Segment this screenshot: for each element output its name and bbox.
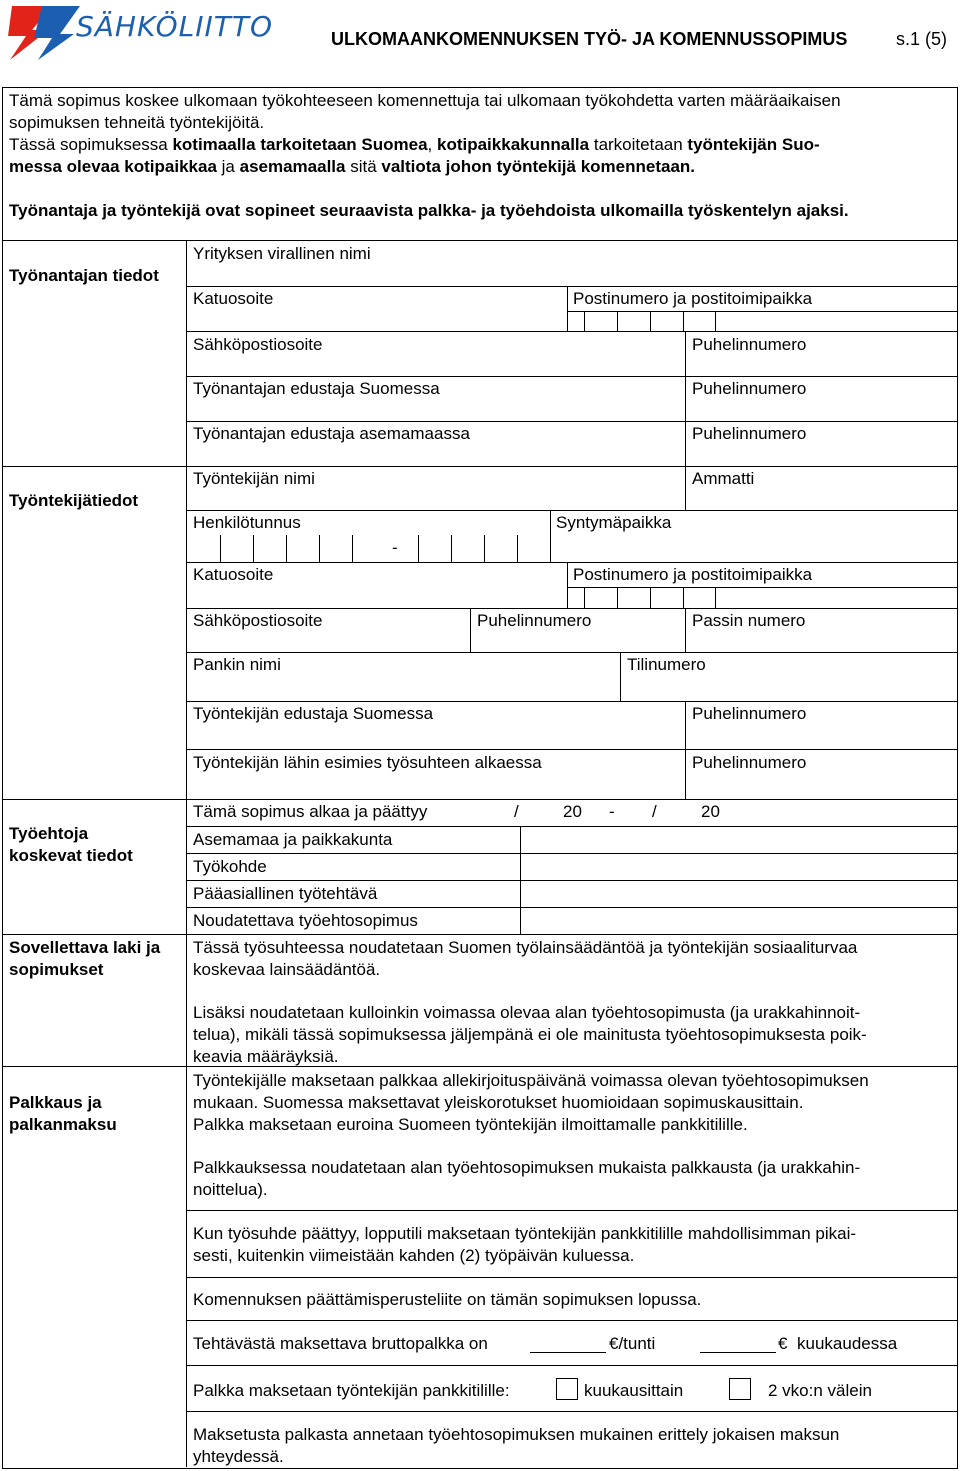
digit-box xyxy=(617,587,618,608)
cell-divider xyxy=(685,749,686,799)
pay-slip-text: yhteydessä. xyxy=(193,1447,284,1466)
date-slash: / xyxy=(652,802,657,821)
logo-text: SÄHKÖLIITTO xyxy=(76,10,273,43)
digit-box xyxy=(418,535,419,562)
logo xyxy=(4,4,304,62)
law-text: keavia määräyksiä. xyxy=(193,1047,339,1066)
employer-rep-finland-phone[interactable]: Puhelinnumero xyxy=(692,379,807,398)
cell-divider xyxy=(567,562,568,608)
worksite-field[interactable]: Työkohde xyxy=(193,857,267,876)
cell-divider xyxy=(685,608,686,652)
digit-box xyxy=(683,587,684,608)
contract-period-field[interactable]: Tämä sopimus alkaa ja päättyy xyxy=(193,802,428,821)
monthly-blank[interactable] xyxy=(700,1352,776,1353)
law-section-label-1: Sovellettava laki ja xyxy=(9,938,161,957)
monthly-checkbox[interactable] xyxy=(556,1378,578,1400)
supervisor-field[interactable]: Työntekijän lähin esimies työsuhteen alkaessa xyxy=(193,753,542,772)
pay-section-label-1: Palkkaus ja xyxy=(9,1093,102,1112)
monthly-label: kuukausittain xyxy=(584,1381,684,1400)
company-name-field[interactable]: Yrityksen virallinen nimi xyxy=(193,244,371,263)
date-year: 20 xyxy=(701,802,720,821)
terms-section-label-2: koskevat tiedot xyxy=(9,846,133,865)
cell-divider xyxy=(685,466,686,510)
pay-text: Palkka maksetaan euroina Suomeen työntekijän ilmoittamalle pankkitilille. xyxy=(193,1115,748,1134)
occupation-field[interactable]: Ammatti xyxy=(692,469,755,488)
row-line xyxy=(186,1210,958,1211)
account-number-field[interactable]: Tilinumero xyxy=(627,655,706,674)
intro-bold: kotimaalla tarkoitetaan Suomea xyxy=(172,135,428,154)
employee-rep-finland-field[interactable]: Työntekijän edustaja Suomessa xyxy=(193,704,434,723)
employer-email-field[interactable]: Sähköpostiosoite xyxy=(193,335,323,354)
employer-street-field[interactable]: Katuosoite xyxy=(193,289,274,308)
lightning-bolt-icon xyxy=(4,4,80,62)
pay-interval-label: Palkka maksetaan työntekijän pankkitilille: xyxy=(193,1381,510,1400)
collective-agreement-field[interactable]: Noudatettava työehtosopimus xyxy=(193,911,418,930)
digit-box xyxy=(253,535,254,562)
bank-name-field[interactable]: Pankin nimi xyxy=(193,655,281,674)
law-text: koskevaa lainsäädäntöä. xyxy=(193,960,381,979)
gross-pay-label: Tehtävästä maksettava bruttopalkka on xyxy=(193,1334,488,1353)
section-divider xyxy=(2,799,958,800)
row-line xyxy=(186,510,958,511)
row-line xyxy=(186,880,958,881)
section-divider xyxy=(2,934,958,935)
employee-rep-phone[interactable]: Puhelinnumero xyxy=(692,704,807,723)
row-line xyxy=(186,608,958,609)
digit-box xyxy=(352,535,353,562)
date-dash: - xyxy=(609,802,615,821)
intro-text: sitä xyxy=(345,157,382,176)
row-line xyxy=(186,331,958,332)
row-line xyxy=(186,907,958,908)
digit-box xyxy=(319,535,320,562)
row-line xyxy=(186,701,958,702)
row-line xyxy=(186,1365,958,1366)
row-line xyxy=(186,749,958,750)
employee-postal-field[interactable]: Postinumero ja postitoimipaikka xyxy=(573,565,813,584)
digit-box xyxy=(584,587,585,608)
per-hour-label: €/tunti xyxy=(609,1334,656,1353)
euro-label: € xyxy=(778,1334,788,1353)
document-title: ULKOMAANKOMENNUKSEN TYÖ- JA KOMENNUSSOPIMUS xyxy=(331,29,848,49)
divider xyxy=(2,240,958,241)
digit-box xyxy=(584,311,585,331)
page-number: s.1 (5) xyxy=(896,29,948,49)
cell-divider xyxy=(685,331,686,466)
date-year: 20 xyxy=(563,802,582,821)
employer-phone-field[interactable]: Puhelinnumero xyxy=(692,335,807,354)
row-line xyxy=(186,286,958,287)
pay-text: sesti, kuitenkin viimeistään kahden (2) työpäivän kuluessa. xyxy=(193,1246,635,1265)
pay-text: noittelua). xyxy=(193,1180,268,1199)
cell-divider xyxy=(520,826,521,934)
agreement-statement: Työnantaja ja työntekijä ovat sopineet seuraavista palkka- ja työehdoista ulkomailla työskentelyn ajaksi. xyxy=(9,201,849,220)
main-task-field[interactable]: Pääasiallinen työtehtävä xyxy=(193,884,378,903)
digit-box xyxy=(617,311,618,331)
employer-rep-host-phone[interactable]: Puhelinnumero xyxy=(692,424,807,443)
birthplace-field[interactable]: Syntymäpaikka xyxy=(556,513,672,532)
intro-text: ja xyxy=(216,157,240,176)
pay-text: Työntekijälle maksetaan palkkaa allekirjoituspäivänä voimassa olevan työehtosopimuksen xyxy=(193,1071,869,1090)
employee-street-field[interactable]: Katuosoite xyxy=(193,565,274,584)
employer-postal-field[interactable]: Postinumero ja postitoimipaikka xyxy=(573,289,813,308)
row-line xyxy=(186,826,958,827)
passport-field[interactable]: Passin numero xyxy=(692,611,806,630)
digit-box xyxy=(451,535,452,562)
date-slash: / xyxy=(514,802,519,821)
employer-rep-host-field[interactable]: Työnantajan edustaja asemamaassa xyxy=(193,424,470,443)
digit-box xyxy=(484,535,485,562)
employee-name-field[interactable]: Työntekijän nimi xyxy=(193,469,315,488)
intro-bold: valtiota johon työntekijä komennetaan. xyxy=(381,157,696,176)
employer-section-label: Työnantajan tiedot xyxy=(9,266,159,285)
supervisor-phone[interactable]: Puhelinnumero xyxy=(692,753,807,772)
pay-text: Palkkauksessa noudatetaan alan työehtosopimuksen mukaista palkkausta (ja urakkahin- xyxy=(193,1158,861,1177)
intro-text: , xyxy=(427,135,437,154)
biweekly-checkbox[interactable] xyxy=(729,1378,751,1400)
cell-divider xyxy=(567,286,568,331)
postal-box-line xyxy=(567,587,958,588)
intro-line-1: Tämä sopimus koskee ulkomaan työkohteeseen komennettuja tai ulkomaan työkohdetta varten määräaikaisen xyxy=(9,91,841,110)
row-line xyxy=(186,376,958,377)
per-month-label: kuukaudessa xyxy=(797,1334,898,1353)
digit-box xyxy=(650,311,651,331)
intro-text: Tässä sopimuksessa xyxy=(9,135,173,154)
row-line xyxy=(186,1320,958,1321)
postal-box-line xyxy=(567,311,958,312)
intro-bold: asemamaalla xyxy=(239,157,346,176)
ssn-field[interactable]: Henkilötunnus xyxy=(193,513,301,532)
digit-box xyxy=(683,311,684,331)
pay-text: Kun työsuhde päättyy, lopputili maksetaan työntekijän pankkitilille mahdollisimman pikai- xyxy=(193,1224,857,1243)
digit-box xyxy=(220,535,221,562)
pay-text: mukaan. Suomessa maksettavat yleiskorotukset huomioidaan sopimuskausittain. xyxy=(193,1093,804,1112)
pay-text: Komennuksen päättämisperusteliite on tämän sopimuksen lopussa. xyxy=(193,1290,702,1309)
cell-divider xyxy=(550,510,551,562)
digit-box xyxy=(517,535,518,562)
biweekly-label: 2 vko:n välein xyxy=(768,1381,872,1400)
row-line xyxy=(186,421,958,422)
pay-slip-text: Maksetusta palkasta annetaan työehtosopimuksen mukainen erittely jokaisen maksun xyxy=(193,1425,840,1444)
digit-box xyxy=(286,535,287,562)
cell-divider xyxy=(685,701,686,749)
digit-box xyxy=(715,587,716,608)
employee-email-field[interactable]: Sähköpostiosoite xyxy=(193,611,323,630)
law-text: Tässä työsuhteessa noudatetaan Suomen työlainsäädäntöä ja työntekijän sosiaaliturvaa xyxy=(193,938,858,957)
pay-section-label-2: palkanmaksu xyxy=(9,1115,117,1134)
section-divider xyxy=(2,466,958,467)
digit-box xyxy=(715,311,716,331)
intro-bold: työntekijän Suo- xyxy=(687,135,820,154)
intro-line-3 xyxy=(9,135,820,155)
employee-section-label: Työntekijätiedot xyxy=(9,491,139,510)
digit-box xyxy=(650,587,651,608)
ssn-dash: - xyxy=(392,538,398,557)
law-section-label-2: sopimukset xyxy=(9,960,104,979)
employer-rep-finland-field[interactable]: Työnantajan edustaja Suomessa xyxy=(193,379,440,398)
intro-line-2: sopimuksen tehneitä työntekijöitä. xyxy=(9,113,265,132)
row-line xyxy=(186,1411,958,1412)
section-divider xyxy=(2,1066,958,1067)
law-text: telua), mikäli tässä sopimuksessa jäljempänä ei ole mainitusta työehtosopimuksesta poik- xyxy=(193,1025,867,1044)
station-field[interactable]: Asemamaa ja paikkakunta xyxy=(193,830,393,849)
cell-divider xyxy=(620,652,621,701)
terms-section-label-1: Työehtoja xyxy=(9,824,89,843)
law-text: Lisäksi noudatetaan kulloinkin voimassa olevaa alan työehtosopimusta (ja urakkahinnoit- xyxy=(193,1003,861,1022)
row-line xyxy=(186,562,958,563)
intro-text: tarkoitetaan xyxy=(589,135,688,154)
row-line xyxy=(186,1277,958,1278)
intro-line-4 xyxy=(9,157,695,177)
employee-phone-field[interactable]: Puhelinnumero xyxy=(477,611,592,630)
hourly-blank[interactable] xyxy=(530,1352,606,1353)
cell-divider xyxy=(470,608,471,652)
intro-bold: messa olevaa kotipaikkaa xyxy=(9,157,217,176)
row-line xyxy=(186,652,958,653)
intro-bold: kotipaikkakunnalla xyxy=(437,135,590,154)
row-line xyxy=(186,853,958,854)
